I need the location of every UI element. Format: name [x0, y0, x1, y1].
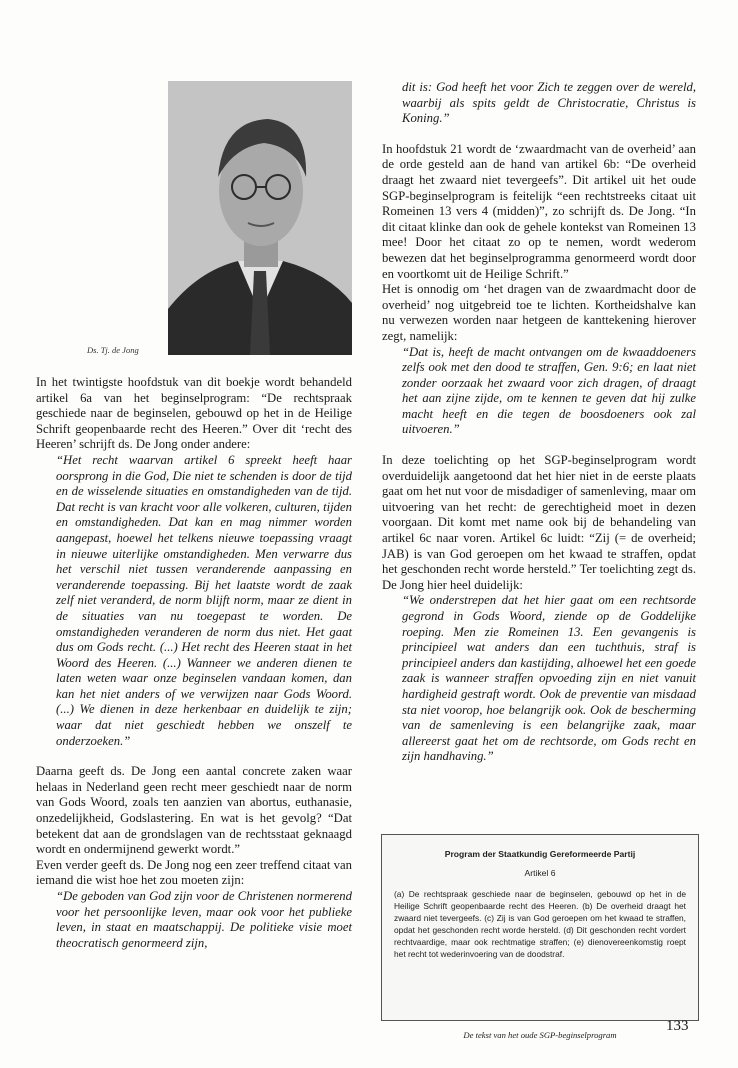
quote-paragraph: “We onderstrepen dat het hier gaat om een rechtsorde gegrond in Gods Woord, ziende op de Goddelijke roeping. Men zie Romeinen 13. Een gevangenis is principieel wat anders dan een tuchthuis, straf is principieel anders dan kastijding, alhoewel het een goede zaak is wanneer straffen opvoeding zijn en niet vanuit hardigheid gestraft wordt. Ook de preventie van misdaad sta niet voorop, hoe belangrijk ook. Ook de bescherming van de samenleving is een belangrijke zaak, maar allereerst gaat het om de rechtsorde, om Gods recht en zijn handhaving.”: [402, 593, 696, 764]
quote-paragraph: “Het recht waarvan artikel 6 spreekt heeft haar oorsprong in die God, Die niet te schenden is door de tijd en de wisselende situaties en omstandigheden van de tijd. Dat recht is van kracht voor alle volkeren, culturen, tijden en omstandigheden. Dat kan en mag nimmer worden aangepast, hoewel het telkens nieuwe toepassing vraagt in nieuwe uiterlijke omstandigheden. Men verwarre dus het verschil niet tussen veranderende aanpassing en veranderende toepassing. Bij het laatste wordt de zaak zelf niet veranderd, de norm blijft norm, maar ze dient in de situaties van nu toegepast te worden. De omstandigheden veranderen de norm dus niet. Het gaat dus om Gods recht. (...) Het recht des Heeren staat in het Woord des Heeren. (...) Wanneer we anderen dienen te laten weten waar onze beginselen vandaan komen, dan kan het niet anders of we verwijzen naar Gods Woord. (...) We dienen in deze herkenbaar en duidelijk te zijn; waar dat niet geschiedt hebben we onszelf te onderzoeken.”: [56, 452, 352, 748]
paragraph-gap: [382, 127, 696, 142]
body-paragraph: In het twintigste hoofdstuk van dit boekje wordt behandeld artikel 6a van het beginselprogram: “De rechtspraak geschiede naar de beginselen, gebouwd op het in de Heilige Schrift geopenbaarde recht des Heeren.” Over dit ‘recht des Heeren’ schrijft ds. De Jong onder andere:: [36, 375, 352, 452]
quote-paragraph: “De geboden van God zijn voor de Christenen normerend voor het persoonlijke leven, maar ook voor het publieke leven, in staat en maatschappij. De politieke visie moet theocratisch genormeerd zijn,: [56, 889, 352, 950]
right-column: [382, 80, 696, 765]
photo-caption: Ds. Tj. de Jong: [87, 345, 139, 355]
box-title: Program der Staatkundig Gereformeerde Partij: [444, 849, 636, 859]
quote-paragraph: dit is: God heeft het voor Zich te zeggen over de wereld, waarbij als spits geldt de Christocratie, Christus is Koning.”: [402, 80, 696, 126]
program-box: [381, 834, 699, 1021]
paragraph-gap: [36, 749, 352, 764]
body-paragraph: In deze toelichting op het SGP-beginselprogram wordt overduidelijk aangetoond dat het hier niet in de eerste plaats gaat om het nut voor de misdadiger of samenleving, maar om uitvoering van het recht: de gerechtigheid moet in dezen voorgaan. Dit komt met name ook bij de behandeling van artikel 6c naar voren. Artikel 6c luidt: “Zij (= de overheid; JAB) is van God geroepen om het kwaad te straffen, opdat het geschonden recht worde hersteld.” Ter toelichting zegt ds. De Jong hier heel duidelijk:: [382, 453, 696, 592]
page-number: 133: [666, 1018, 689, 1034]
paragraph-gap: [382, 438, 696, 453]
box-caption: De tekst van het oude SGP-beginselprogram: [463, 1030, 617, 1040]
quote-paragraph: “Dat is, heeft de macht ontvangen om de kwaaddoeners zelfs ook met den dood te straffen, Gen. 9:6; en laat niet zonder oorzaak het zwaard voor zich dragen, of draagt het aan zijne zijde, om te kennen te geven dat hij zulke macht heeft en die tegen de boosdoeners ook zal uitvoeren.”: [402, 344, 696, 437]
portrait-illustration: [168, 81, 352, 355]
body-paragraph: Het is onnodig om ‘het dragen van de zwaardmacht door de overheid’ nog uitgebreid toe te lichten. Kortheidshalve kan nu verwezen worden naar hetgeen de kanttekening hierover zegt, namelijk:: [382, 282, 696, 343]
left-column: [36, 375, 352, 951]
box-text: (a) De rechtspraak geschiede naar de beginselen, gebouwd op het in de Heilige Schrift geopenbaarde recht des Heeren. (b) De overheid draagt het zwaard niet tevergeefs. (c) Zij is van God geroepen om het kwaad te straffen, opdat het geschonden recht worde hersteld. (d) Dit geschonden recht vordert rechtvaardige, maar ook rechtmatige straffen; (e) dienovereenkomstig roept het recht tot wederinvoering van de doodstraf.: [394, 889, 686, 960]
body-paragraph: In hoofdstuk 21 wordt de ‘zwaardmacht van de overheid’ aan de orde gesteld aan de hand van artikel 6b: “De overheid draagt het zwaard niet tevergeefs”. Dit artikel uit het oude SGP-beginselprogram is feitelijk “een rechtstreeks citaat uit Romeinen 13 vers 4 (midden)”, zo schrijft ds. De Jong. “In dit citaat klinke dan ook de gehele kontekst van Romeinen 13 mee! Door het citaat zo op te nemen, wordt wederom bewezen dat het beginselprogramma genormeerd wordt door en voortkomt uit de Heilige Schrift.”: [382, 141, 696, 281]
portrait-photo: [168, 81, 352, 355]
body-paragraph: Even verder geeft ds. De Jong nog een zeer treffend citaat van iemand die wist hoe het zou moeten zijn:: [36, 857, 352, 888]
body-paragraph: Daarna geeft ds. De Jong een aantal concrete zaken waar helaas in Nederland geen recht meer geschiedt naar de norm van Gods Woord, zoals ten aanzien van abortus, euthanasie, onzedelijkheid, Godslastering. En wat is het gevolg? “Dat betekent dat aan de grondslagen van de rechtsstaat geknaagd wordt en ondermijnend gewerkt wordt.”: [36, 764, 352, 857]
box-subtitle: Artikel 6: [524, 868, 556, 878]
